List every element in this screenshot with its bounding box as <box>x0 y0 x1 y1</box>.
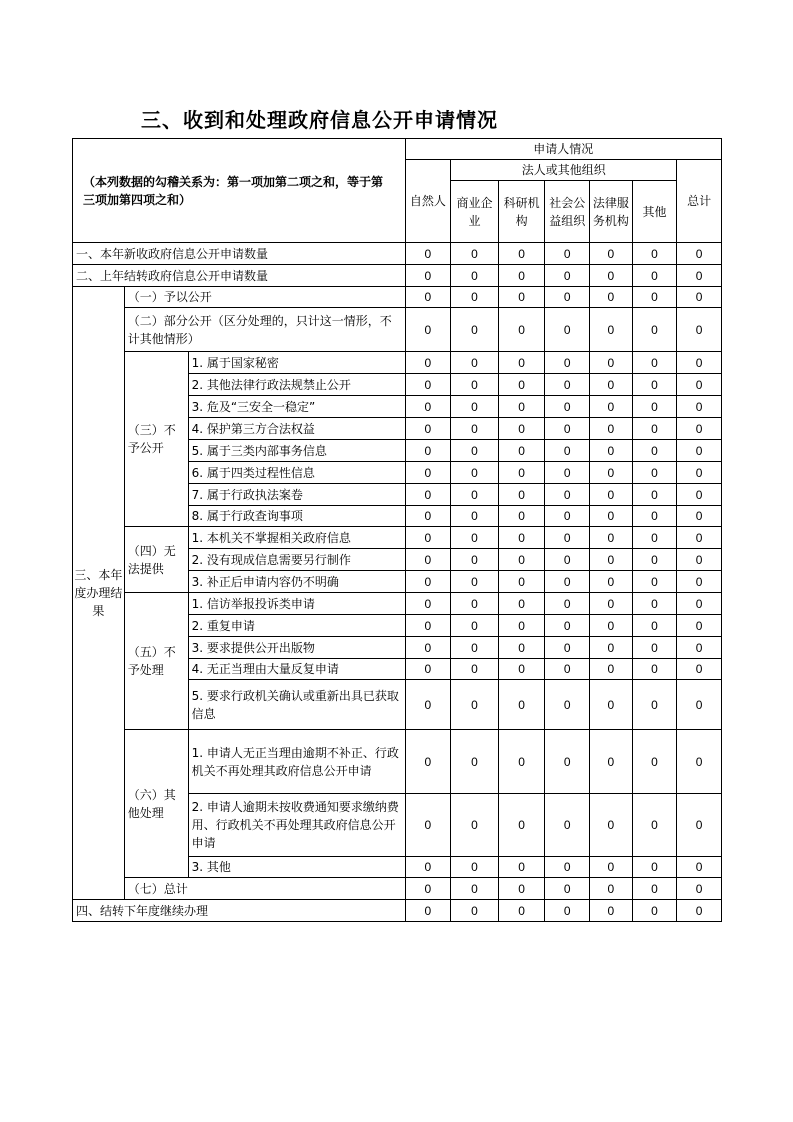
value-cell: 0 <box>498 794 545 857</box>
value-cell: 0 <box>405 287 451 308</box>
value-cell: 0 <box>545 308 590 352</box>
value-cell: 0 <box>451 418 499 440</box>
header-commercial: 商业企业 <box>451 181 499 243</box>
header-legal-group: 法人或其他组织 <box>451 160 677 181</box>
value-cell: 0 <box>405 243 451 265</box>
value-cell: 0 <box>590 352 633 374</box>
table-row <box>73 730 722 794</box>
value-cell: 0 <box>545 462 590 484</box>
value-cell: 0 <box>498 462 545 484</box>
value-cell: 0 <box>632 243 677 265</box>
value-cell: 0 <box>632 308 677 352</box>
page-title: 三、收到和处理政府信息公开申请情况 <box>141 108 498 132</box>
value-cell: 0 <box>677 462 722 484</box>
value-cell: 0 <box>632 418 677 440</box>
value-cell: 0 <box>498 637 545 659</box>
value-cell: 0 <box>590 418 633 440</box>
value-cell: 0 <box>405 440 451 462</box>
value-cell: 0 <box>405 352 451 374</box>
value-cell: 0 <box>632 396 677 418</box>
value-cell: 0 <box>498 506 545 527</box>
value-cell: 0 <box>405 857 451 878</box>
value-cell: 0 <box>632 878 677 900</box>
value-cell: 0 <box>545 527 590 549</box>
value-cell: 0 <box>545 615 590 637</box>
value-cell: 0 <box>498 680 545 730</box>
value-cell: 0 <box>498 593 545 615</box>
item-label: 2. 重复申请 <box>188 615 405 637</box>
value-cell: 0 <box>451 396 499 418</box>
item-label: 2. 其他法律行政法规禁止公开 <box>188 374 405 396</box>
item-label: 1. 申请人无正当理由逾期不补正、行政机关不再处理其政府信息公开申请 <box>188 730 405 794</box>
value-cell: 0 <box>677 637 722 659</box>
value-cell: 0 <box>677 593 722 615</box>
value-cell: 0 <box>498 730 545 794</box>
item-label: 6. 属于四类过程性信息 <box>188 462 405 484</box>
section3-label: 三、本年度办理结果 <box>73 287 125 900</box>
value-cell: 0 <box>545 680 590 730</box>
value-cell: 0 <box>545 637 590 659</box>
value-cell: 0 <box>498 857 545 878</box>
value-cell: 0 <box>498 287 545 308</box>
value-cell: 0 <box>405 506 451 527</box>
table-row <box>73 287 722 308</box>
value-cell: 0 <box>405 900 451 922</box>
value-cell: 0 <box>632 900 677 922</box>
value-cell: 0 <box>405 484 451 506</box>
value-cell: 0 <box>498 615 545 637</box>
value-cell: 0 <box>677 352 722 374</box>
value-cell: 0 <box>498 659 545 680</box>
value-cell: 0 <box>545 484 590 506</box>
value-cell: 0 <box>405 549 451 571</box>
value-cell: 0 <box>545 900 590 922</box>
value-cell: 0 <box>632 462 677 484</box>
value-cell: 0 <box>677 794 722 857</box>
value-cell: 0 <box>590 308 633 352</box>
value-cell: 0 <box>590 857 633 878</box>
value-cell: 0 <box>677 730 722 794</box>
row-label: 二、上年结转政府信息公开申请数量 <box>73 265 406 287</box>
value-cell: 0 <box>451 680 499 730</box>
value-cell: 0 <box>498 308 545 352</box>
value-cell: 0 <box>632 680 677 730</box>
value-cell: 0 <box>632 506 677 527</box>
value-cell: 0 <box>677 527 722 549</box>
value-cell: 0 <box>498 484 545 506</box>
value-cell: 0 <box>498 549 545 571</box>
value-cell: 0 <box>590 615 633 637</box>
value-cell: 0 <box>677 900 722 922</box>
value-cell: 0 <box>590 593 633 615</box>
subsection-label: （三）不予公开 <box>124 352 188 527</box>
value-cell: 0 <box>451 506 499 527</box>
value-cell: 0 <box>451 593 499 615</box>
value-cell: 0 <box>545 418 590 440</box>
value-cell: 0 <box>451 857 499 878</box>
item-label: 3. 危及“三安全一稳定” <box>188 396 405 418</box>
value-cell: 0 <box>632 794 677 857</box>
table-row <box>73 527 722 549</box>
value-cell: 0 <box>405 593 451 615</box>
value-cell: 0 <box>451 265 499 287</box>
header-total: 总计 <box>677 160 722 243</box>
value-cell: 0 <box>405 794 451 857</box>
value-cell: 0 <box>590 462 633 484</box>
value-cell: 0 <box>545 730 590 794</box>
item-label: 1. 属于国家秘密 <box>188 352 405 374</box>
value-cell: 0 <box>405 659 451 680</box>
value-cell: 0 <box>632 484 677 506</box>
value-cell: 0 <box>632 374 677 396</box>
value-cell: 0 <box>632 287 677 308</box>
table-row <box>73 900 722 922</box>
value-cell: 0 <box>632 440 677 462</box>
table-row <box>73 265 722 287</box>
item-label: 1. 本机关不掌握相关政府信息 <box>188 527 405 549</box>
value-cell: 0 <box>451 243 499 265</box>
value-cell: 0 <box>498 396 545 418</box>
value-cell: 0 <box>632 615 677 637</box>
value-cell: 0 <box>545 794 590 857</box>
table-row <box>73 308 722 352</box>
value-cell: 0 <box>451 900 499 922</box>
value-cell: 0 <box>405 462 451 484</box>
row-label: 一、本年新收政府信息公开申请数量 <box>73 243 406 265</box>
value-cell: 0 <box>632 265 677 287</box>
value-cell: 0 <box>451 549 499 571</box>
subsection-label: （七）总计 <box>124 878 405 900</box>
subsection-label: （二）部分公开（区分处理的，只计这一情形，不计其他情形） <box>124 308 405 352</box>
value-cell: 0 <box>545 265 590 287</box>
item-label: 2. 申请人逾期未按收费通知要求缴纳费用、行政机关不再处理其政府信息公开申请 <box>188 794 405 857</box>
value-cell: 0 <box>498 243 545 265</box>
value-cell: 0 <box>590 571 633 593</box>
value-cell: 0 <box>677 680 722 730</box>
header-note: （本列数据的勾稽关系为：第一项加第二项之和，等于第三项加第四项之和） <box>73 139 406 243</box>
value-cell: 0 <box>590 730 633 794</box>
value-cell: 0 <box>590 680 633 730</box>
value-cell: 0 <box>632 549 677 571</box>
value-cell: 0 <box>405 308 451 352</box>
table-row <box>73 352 722 374</box>
value-cell: 0 <box>545 593 590 615</box>
value-cell: 0 <box>590 527 633 549</box>
value-cell: 0 <box>545 571 590 593</box>
value-cell: 0 <box>677 374 722 396</box>
value-cell: 0 <box>545 374 590 396</box>
value-cell: 0 <box>590 265 633 287</box>
value-cell: 0 <box>405 730 451 794</box>
value-cell: 0 <box>451 287 499 308</box>
item-label: 3. 补正后申请内容仍不明确 <box>188 571 405 593</box>
item-label: 4. 保护第三方合法权益 <box>188 418 405 440</box>
value-cell: 0 <box>498 265 545 287</box>
header-other: 其他 <box>632 181 677 243</box>
value-cell: 0 <box>405 571 451 593</box>
value-cell: 0 <box>545 659 590 680</box>
value-cell: 0 <box>677 418 722 440</box>
value-cell: 0 <box>405 878 451 900</box>
value-cell: 0 <box>545 440 590 462</box>
value-cell: 0 <box>405 527 451 549</box>
value-cell: 0 <box>498 900 545 922</box>
value-cell: 0 <box>451 878 499 900</box>
value-cell: 0 <box>405 615 451 637</box>
value-cell: 0 <box>405 680 451 730</box>
value-cell: 0 <box>677 659 722 680</box>
value-cell: 0 <box>590 659 633 680</box>
value-cell: 0 <box>451 794 499 857</box>
value-cell: 0 <box>545 243 590 265</box>
value-cell: 0 <box>590 440 633 462</box>
value-cell: 0 <box>590 506 633 527</box>
value-cell: 0 <box>677 506 722 527</box>
value-cell: 0 <box>405 265 451 287</box>
value-cell: 0 <box>677 878 722 900</box>
value-cell: 0 <box>677 440 722 462</box>
value-cell: 0 <box>498 352 545 374</box>
value-cell: 0 <box>545 549 590 571</box>
value-cell: 0 <box>405 374 451 396</box>
item-label: 4. 无正当理由大量反复申请 <box>188 659 405 680</box>
value-cell: 0 <box>632 571 677 593</box>
subsection-label: （六）其他处理 <box>124 730 188 878</box>
value-cell: 0 <box>590 287 633 308</box>
value-cell: 0 <box>451 440 499 462</box>
value-cell: 0 <box>677 287 722 308</box>
row-label: 四、结转下年度继续办理 <box>73 900 406 922</box>
value-cell: 0 <box>405 637 451 659</box>
value-cell: 0 <box>498 878 545 900</box>
value-cell: 0 <box>545 352 590 374</box>
value-cell: 0 <box>498 418 545 440</box>
table-row <box>73 243 722 265</box>
value-cell: 0 <box>590 374 633 396</box>
value-cell: 0 <box>451 308 499 352</box>
value-cell: 0 <box>545 857 590 878</box>
value-cell: 0 <box>632 637 677 659</box>
value-cell: 0 <box>677 396 722 418</box>
item-label: 5. 要求行政机关确认或重新出具已获取信息 <box>188 680 405 730</box>
value-cell: 0 <box>632 730 677 794</box>
value-cell: 0 <box>405 418 451 440</box>
header-research: 科研机构 <box>498 181 545 243</box>
value-cell: 0 <box>677 857 722 878</box>
value-cell: 0 <box>677 549 722 571</box>
item-label: 1. 信访举报投诉类申请 <box>188 593 405 615</box>
header-legal-service: 法律服务机构 <box>590 181 633 243</box>
value-cell: 0 <box>677 615 722 637</box>
value-cell: 0 <box>677 265 722 287</box>
value-cell: 0 <box>451 462 499 484</box>
value-cell: 0 <box>451 571 499 593</box>
value-cell: 0 <box>677 571 722 593</box>
subsection-label: （五）不予处理 <box>124 593 188 730</box>
header-applicant-situation: 申请人情况 <box>405 139 721 160</box>
value-cell: 0 <box>545 287 590 308</box>
value-cell: 0 <box>451 615 499 637</box>
value-cell: 0 <box>590 484 633 506</box>
value-cell: 0 <box>498 571 545 593</box>
value-cell: 0 <box>451 352 499 374</box>
value-cell: 0 <box>632 527 677 549</box>
item-label: 3. 其他 <box>188 857 405 878</box>
value-cell: 0 <box>498 440 545 462</box>
value-cell: 0 <box>632 593 677 615</box>
value-cell: 0 <box>545 506 590 527</box>
value-cell: 0 <box>498 374 545 396</box>
value-cell: 0 <box>632 352 677 374</box>
value-cell: 0 <box>632 857 677 878</box>
header-social: 社会公益组织 <box>545 181 590 243</box>
value-cell: 0 <box>590 396 633 418</box>
value-cell: 0 <box>405 396 451 418</box>
item-label: 7. 属于行政执法案卷 <box>188 484 405 506</box>
value-cell: 0 <box>677 243 722 265</box>
item-label: 2. 没有现成信息需要另行制作 <box>188 549 405 571</box>
value-cell: 0 <box>590 900 633 922</box>
value-cell: 0 <box>451 527 499 549</box>
application-stats-table <box>72 138 722 922</box>
value-cell: 0 <box>677 308 722 352</box>
table-row <box>73 593 722 615</box>
item-label: 3. 要求提供公开出版物 <box>188 637 405 659</box>
value-cell: 0 <box>590 794 633 857</box>
value-cell: 0 <box>451 374 499 396</box>
value-cell: 0 <box>590 549 633 571</box>
subsection-label: （一）予以公开 <box>124 287 405 308</box>
value-cell: 0 <box>590 243 633 265</box>
value-cell: 0 <box>677 484 722 506</box>
value-cell: 0 <box>590 637 633 659</box>
value-cell: 0 <box>451 484 499 506</box>
value-cell: 0 <box>451 637 499 659</box>
item-label: 8. 属于行政查询事项 <box>188 506 405 527</box>
value-cell: 0 <box>451 730 499 794</box>
item-label: 5. 属于三类内部事务信息 <box>188 440 405 462</box>
value-cell: 0 <box>498 527 545 549</box>
value-cell: 0 <box>632 659 677 680</box>
value-cell: 0 <box>590 878 633 900</box>
value-cell: 0 <box>545 396 590 418</box>
value-cell: 0 <box>451 659 499 680</box>
subsection-label: （四）无法提供 <box>124 527 188 593</box>
value-cell: 0 <box>545 878 590 900</box>
header-natural-person: 自然人 <box>405 160 451 243</box>
table-row <box>73 878 722 900</box>
